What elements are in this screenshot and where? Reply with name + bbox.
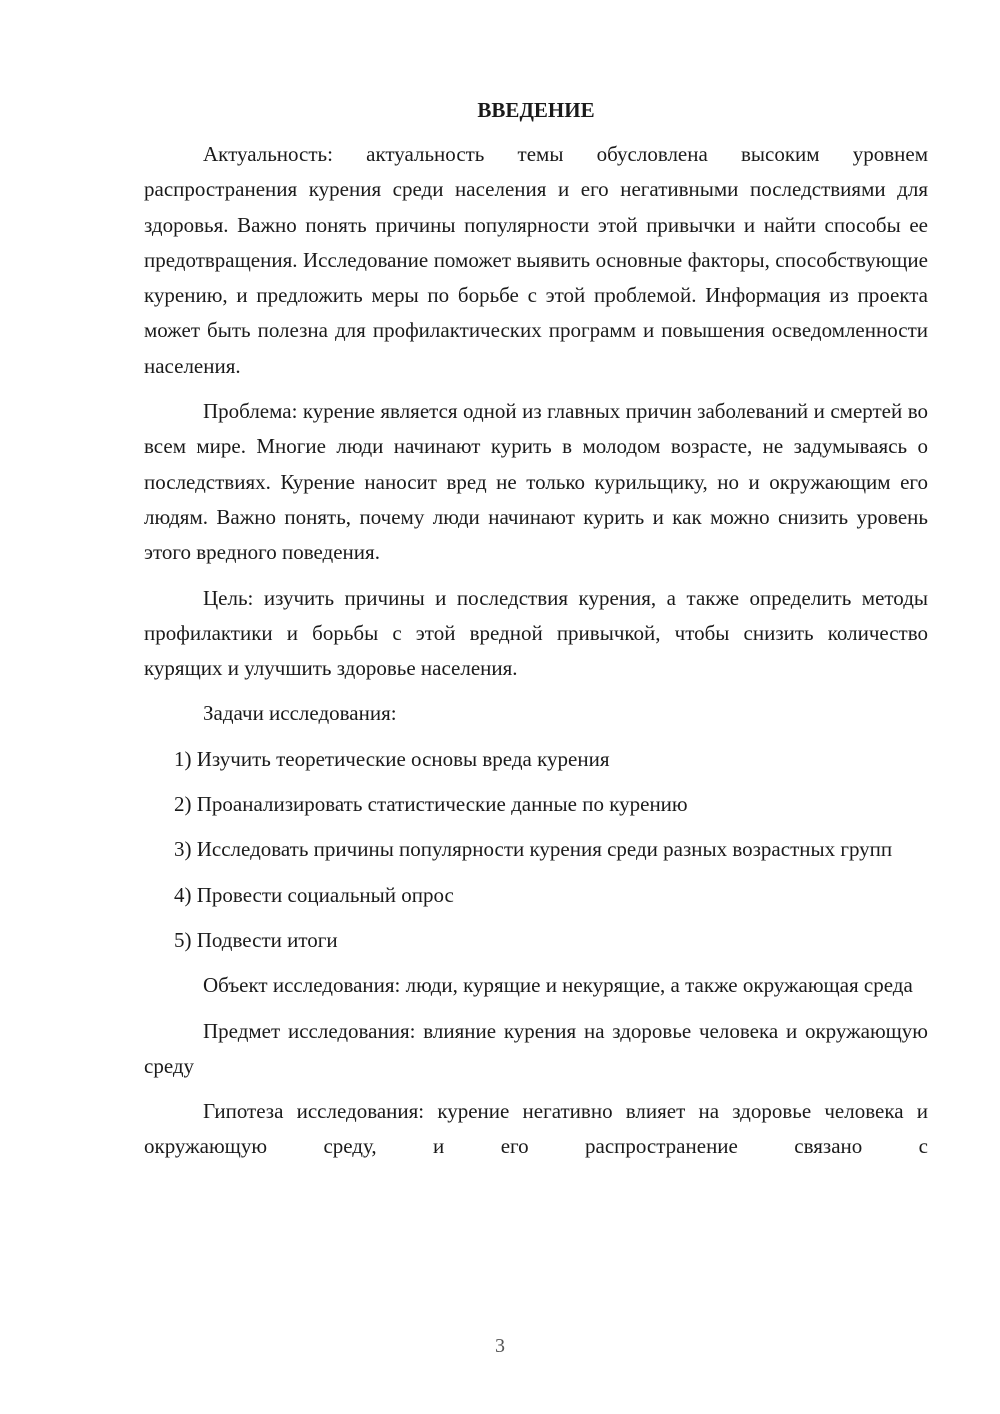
relevance-paragraph: Актуальность: актуальность темы обусловлена высоким уровнем распространения курения среди населения и его негативными последствиями для здоровья. Важно понять причины популярности этой привычки и найти способы ее предотвращения. Исследование поможет выявить основные факторы, способствующие курению, и предложить меры по борьбе с этой проблемой. Информация из проекта может быть полезна для профилактических программ и повышения осведомленности населения. <box>144 142 928 378</box>
goal-paragraph: Цель: изучить причины и последствия курения, а также определить методы профилактики и борьбы с этой вредной привычкой, чтобы снизить количество курящих и улучшить здоровье населения. <box>144 585 928 681</box>
object-paragraph: Объект исследования: люди, курящие и некурящие, а также окружающая среда <box>203 973 913 998</box>
task-item-3: 3) Исследовать причины популярности курения среди разных возрастных групп <box>174 837 893 862</box>
section-title: ВВЕДЕНИЕ <box>477 98 595 122</box>
hypothesis-paragraph: Гипотеза исследования: курение негативно влияет на здоровье человека и окружающую среду, и его распространение связано с <box>144 1099 928 1159</box>
task-item-2: 2) Проанализировать статистические данные по курению <box>174 792 688 817</box>
task-item-1: 1) Изучить теоретические основы вреда курения <box>174 746 610 771</box>
task-item-5: 5) Подвести итоги <box>174 927 338 952</box>
tasks-heading: Задачи исследования: <box>203 701 397 726</box>
page-number: 3 <box>495 1335 505 1357</box>
problem-paragraph: Проблема: курение является одной из главных причин заболеваний и смертей во всем мире. Многие люди начинают курить в молодом возрасте, не задумываясь о последствиях. Курение наносит вред не только курильщику, но и окружающим его людям. Важно понять, почему люди начинают курить и как можно снизить уровень этого вредного поведения. <box>144 399 928 565</box>
document-page <box>144 96 928 1175</box>
task-item-4: 4) Провести социальный опрос <box>174 882 454 907</box>
subject-paragraph: Предмет исследования: влияние курения на здоровье человека и окружающую среду <box>144 1018 928 1078</box>
